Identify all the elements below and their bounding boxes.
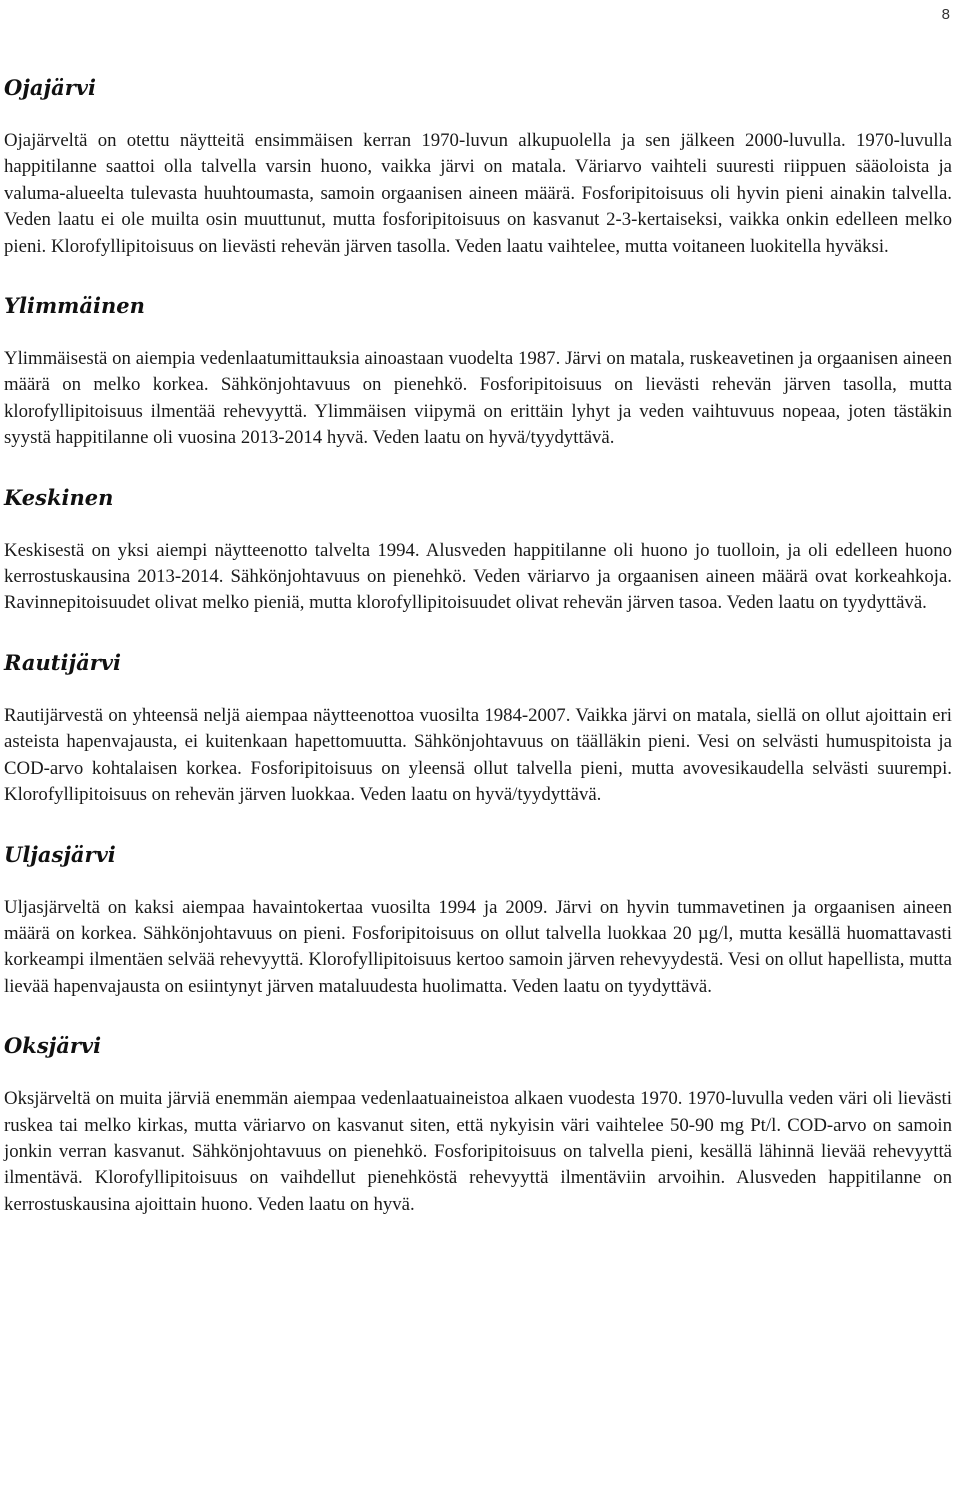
section-keskinen [4, 482, 952, 617]
section-paragraph: Ylimmäisestä on aiempia vedenlaatumittauksia ainoastaan vuodelta 1987. Järvi on matala, ruskeavetinen ja orgaanisen aineen määrä on melko korkea. Sähkönjohtavuus on pienehkö. Fosforipitoisuus on lievästi rehevän järven tasolla, mutta klorofyllipitoisuus ilmentää rehevyyttä. Ylimmäisen viipymä on erittäin lyhyt ja veden vaihtuvuus nopeaa, joten tästäkin syystä happitilanne oli vuosina 2013-2014 hyvä. Veden laatu on hyvä/tyydyttävä. [4, 348, 952, 449]
section-paragraph: Keskisestä on yksi aiempi näytteenotto talvelta 1994. Alusveden happitilanne oli huono jo tuolloin, ja oli edelleen huono kerrostuskausina 2013-2014. Sähkönjohtavuus on pienehkö. Veden väriarvo ja orgaanisen aineen määrä ovat korkeahkoja. Ravinnepitoisuudet olivat melko pieniä, mutta klorofyllipitoisuudet olivat rehevän järven tasoa. Veden laatu on tyydyttävä. [4, 539, 952, 614]
section-uljasjarvi [4, 839, 952, 1001]
section-heading: Uljasjärvi [4, 841, 116, 867]
section-paragraph: Uljasjärveltä on kaksi aiempaa havaintokertaa vuosilta 1994 ja 2009. Järvi on hyvin tummavetinen ja orgaanisen aineen määrä on korkea. Sähkönjohtavuus on pieni. Fosforipitoisuus on ollut talvella luokkaa 20 µg/l, mutta kesällä huomattavasti korkeampi ilmentäen selvää rehevyyttä. Klorofyllipitoisuus kertoo samoin järven rehevyydestä. Vesi on ollut hapellista, mutta lievää hapenvajausta on esiintynyt järven mataluudesta huolimatta. Veden laatu on tyydyttävä. [4, 896, 952, 997]
page-number: 8 [941, 6, 950, 23]
section-heading: Rautijärvi [4, 649, 121, 675]
section-rautijarvi [4, 647, 952, 809]
section-paragraph: Oksjärveltä on muita järviä enemmän aiempaa vedenlaatuaineistoa alkaen vuodesta 1970. 1970-luvulla veden väri oli lievästi ruskea tai melko kirkas, mutta väriarvo on kasvanut siten, että nykyisin väri vaihtelee 50-90 mg Pt/l. COD-arvo on samoin jonkin verran kasvanut. Sähkönjohtavuus on pienehkö. Fosforipitoisuus on talvella pieni, kesällä lähinnä lievää rehevyyttä ilmentävä. Klorofyllipitoisuus on vaihdellut pienehköstä rehevyyttä ilmentäviin arvoihin. Alusveden happitilanne on kerrostuskausina ajoittain huono. Veden laatu on hyvä. [4, 1088, 952, 1215]
section-paragraph: Ojajärveltä on otettu näytteitä ensimmäisen kerran 1970-luvun alkupuolella ja sen jälkeen 2000-luvulla. 1970-luvulla happitilanne saattoi olla talvella varsin huono, vaikka järvi on matala. Väriarvo vaihteli suuresti riippuen sääoloista ja valuma-alueelta tulevasta huuhtoumasta, samoin orgaanisen aineen määrä. Fosforipitoisuus oli hyvin pieni ainakin talvella. Veden laatu ei ole muilta osin muuttunut, mutta fosforipitoisuus on kasvanut 2-3-kertaiseksi, vaikka onkin edelleen melko pieni. Klorofyllipitoisuus on lievästi rehevän järven tasolla. Veden laatu vaihtelee, mutta voitaneen luokitella hyväksi. [4, 130, 952, 257]
document-body [4, 72, 952, 1218]
section-heading: Ylimmäinen [4, 293, 145, 319]
section-ojajarvi [4, 72, 952, 260]
section-oksjarvi [4, 1030, 952, 1218]
section-heading: Ojajärvi [4, 75, 96, 100]
section-heading: Oksjärvi [4, 1033, 102, 1059]
section-ylimmainen [4, 290, 952, 452]
section-heading: Keskinen [4, 484, 114, 510]
section-paragraph: Rautijärvestä on yhteensä neljä aiempaa näytteenottoa vuosilta 1984-2007. Vaikka järvi on matala, siellä on ollut ajoittain eri asteista hapenvajausta, ei kuitenkaan hapettomuutta. Sähkönjohtavuus on täälläkin pieni. Vesi on selvästi humuspitoista ja COD-arvo kohtalaisen korkea. Fosforipitoisuus on yleensä ollut talvella pieni, mutta avovesikaudella selvästi suurempi. Klorofyllipitoisuus on rehevän järven luokkaa. Veden laatu on hyvä/tyydyttävä. [4, 704, 952, 806]
